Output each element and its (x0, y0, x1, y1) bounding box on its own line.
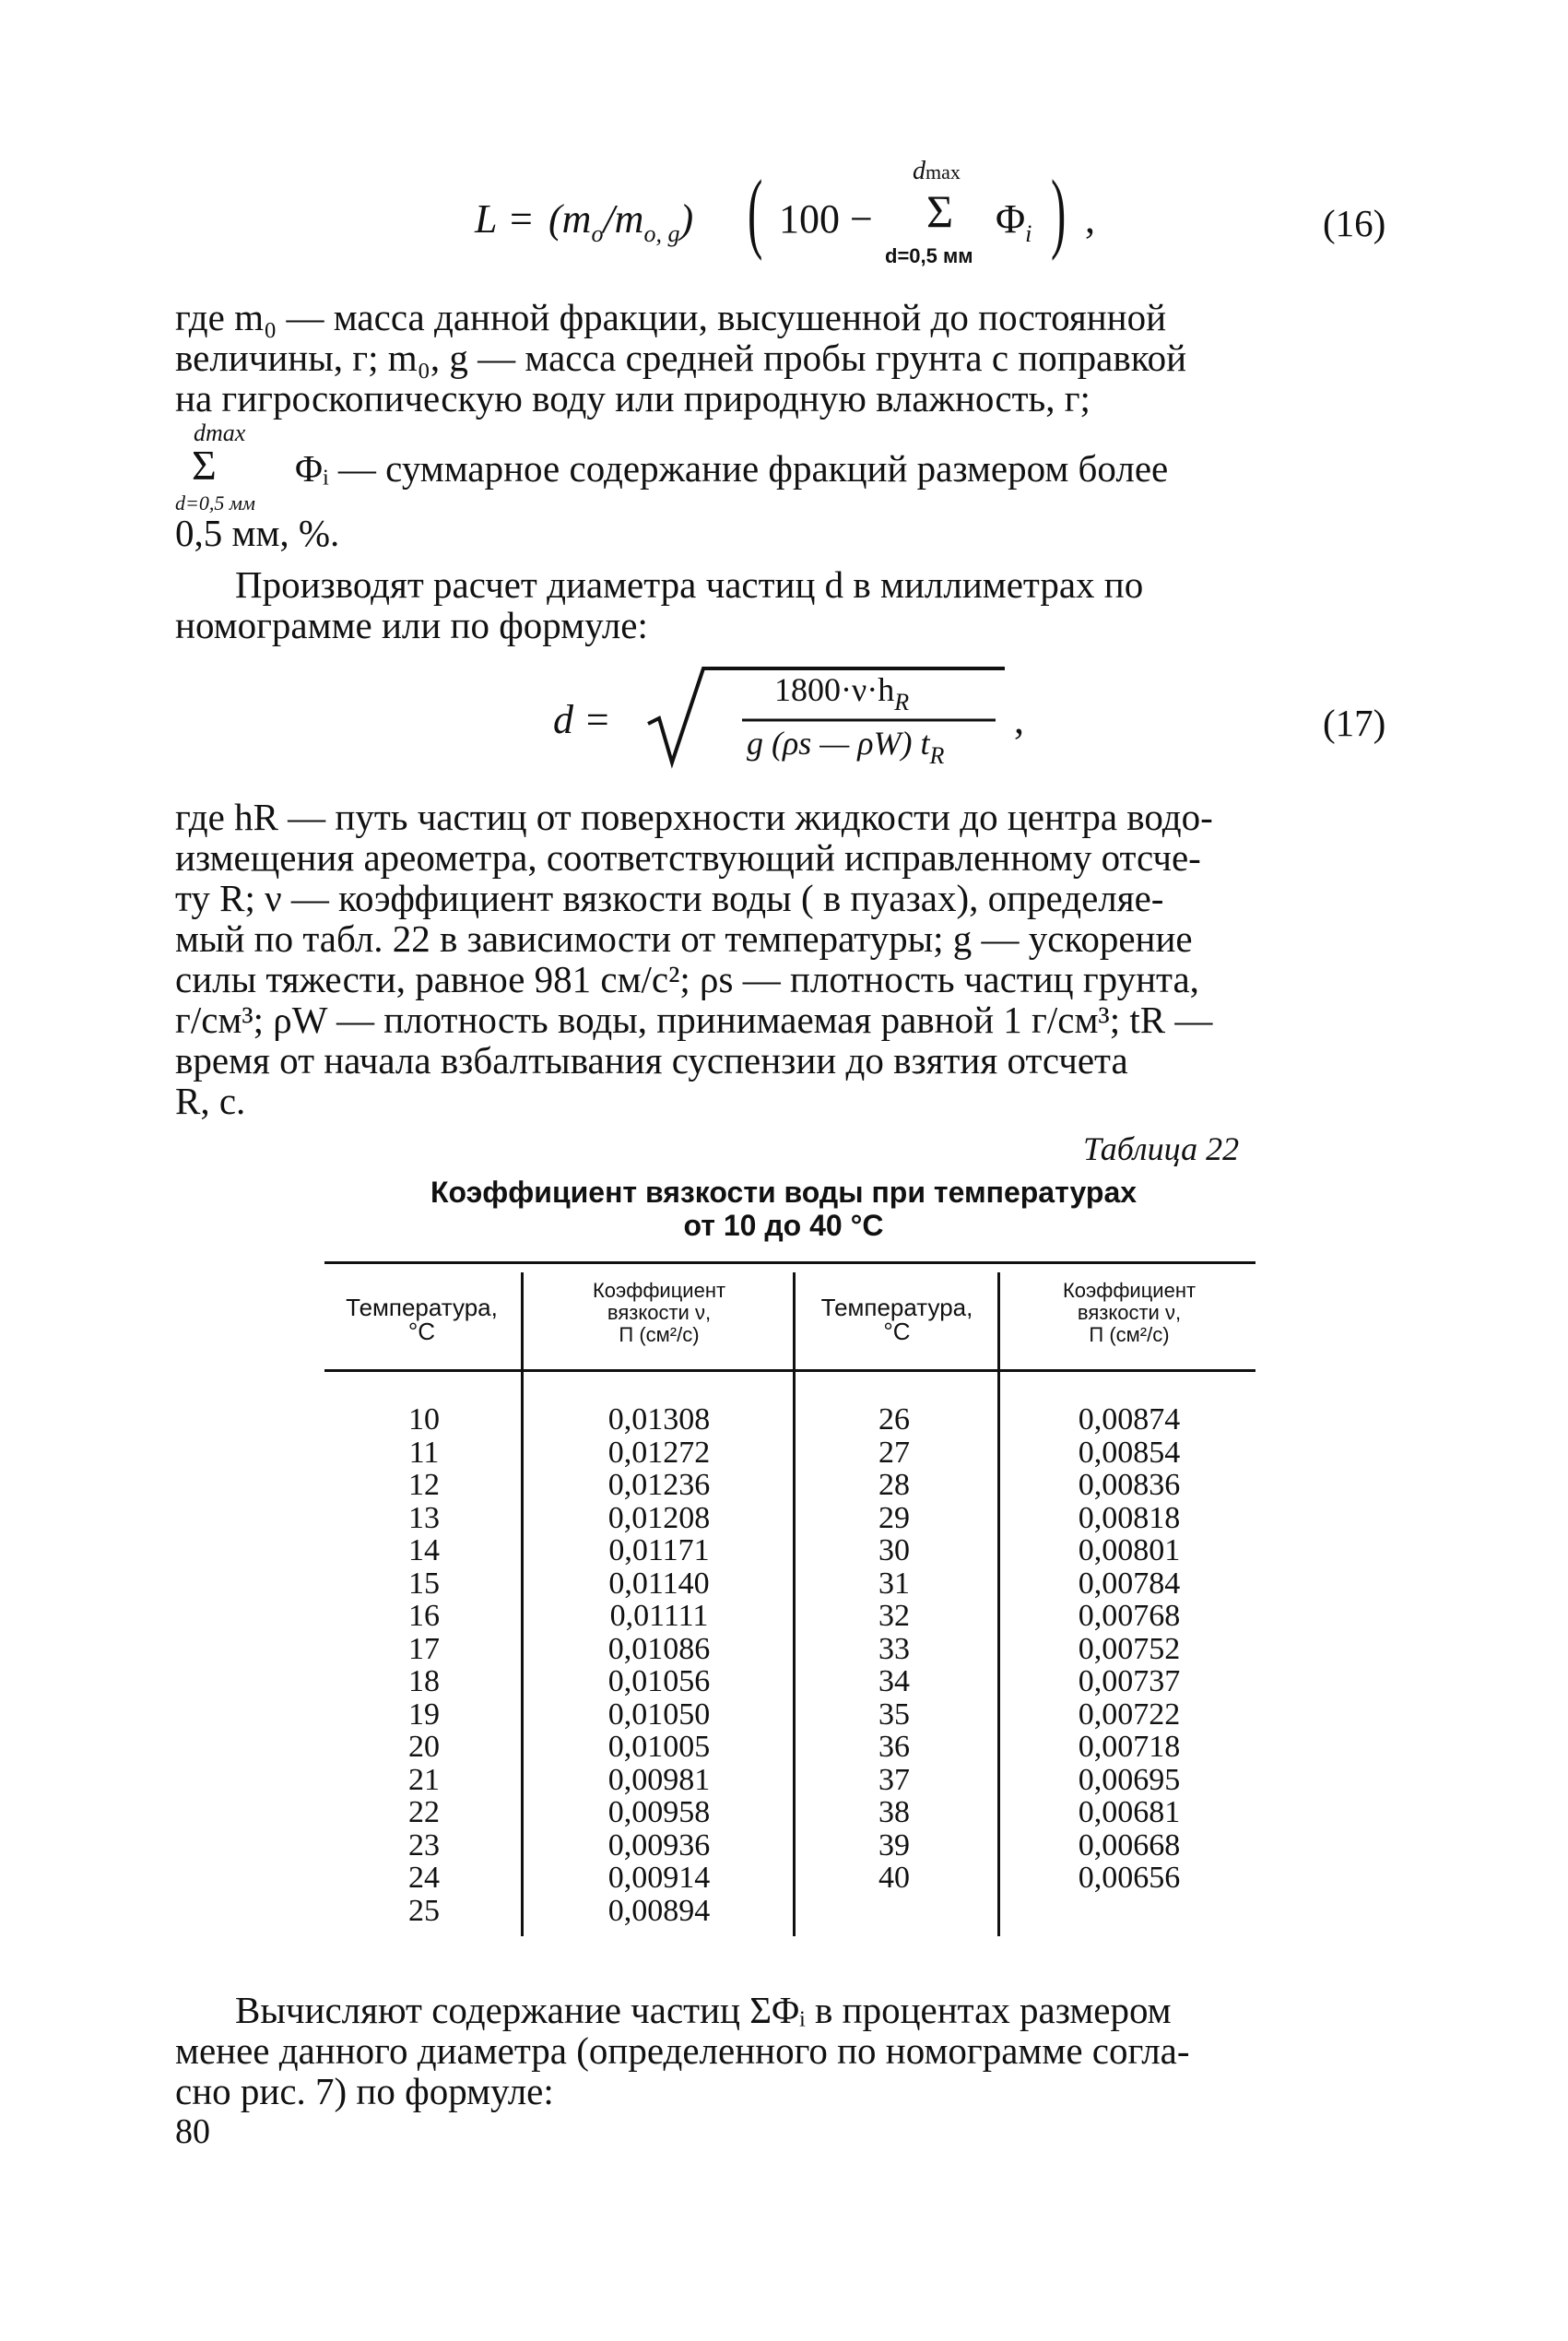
formula-16-sum-sign: Σ (926, 185, 954, 237)
formula-16-sum-upper: dmax (913, 157, 961, 185)
table-cell: 0,00737 (1078, 1664, 1181, 1698)
header-temperature-2 (800, 1295, 994, 1343)
paragraph-3-line-4: мый по табл. 22 в зависимости от температуры; g — ускорение (175, 917, 1193, 960)
formula-16-sum-lower: d=0,5 мм (885, 244, 973, 267)
table-cell: 0,00718 (1078, 1730, 1181, 1764)
table-cell: 0,00958 (607, 1795, 711, 1829)
table-cell: 0,00722 (1078, 1697, 1181, 1732)
table-cell: 0,01171 (608, 1533, 710, 1567)
table-cell: 27 (878, 1435, 910, 1470)
paragraph-1-sum-upper: dmax (194, 420, 246, 446)
paragraph-1-sum-lower: d=0,5 мм (175, 491, 255, 514)
paragraph-4 (175, 1990, 1401, 2111)
paragraph-2-line-1: Производят расчет диаметра частиц d в миллиметрах по (235, 563, 1144, 606)
formula-16-number: (16) (1323, 202, 1386, 244)
formula-17-comma: , (1014, 697, 1024, 742)
paragraph-2-line-2: номограмме или по формуле: (175, 604, 648, 646)
column-temperature-left (360, 1403, 489, 1927)
table-cell: 10 (408, 1402, 440, 1437)
table-cell: 35 (878, 1697, 910, 1732)
table-cell: 0,00681 (1078, 1795, 1181, 1829)
formula-16-ratio: $(m_o/m_{o, g})$ (548, 196, 694, 247)
table-cell: 0,00894 (607, 1893, 711, 1928)
paragraph-1-line-2: величины, г; m₀, g — масса средней пробы грунта с поправкой (175, 337, 1187, 379)
table-cell: 0,01111 (609, 1599, 709, 1633)
column-coefficient-left (567, 1403, 751, 1927)
table-cell: 0,00836 (1078, 1468, 1181, 1502)
paragraph-1-line-1: где m₀ — масса данной фракции, высушенной до постоянной (175, 296, 1167, 338)
header-coefficient-2-line-1: Коэффициент (1062, 1279, 1197, 1302)
header-coefficient-2-line-2: вязкости ν, (1077, 1301, 1182, 1324)
table-cell: 0,00768 (1078, 1599, 1181, 1633)
table-cell: 0,00914 (607, 1861, 711, 1895)
table-cell: 15 (408, 1566, 440, 1601)
table-cell: 22 (408, 1795, 440, 1829)
paragraph-3-line-8: R, с. (175, 1080, 246, 1122)
table-cell: 37 (878, 1762, 910, 1797)
formula-17-numerator: $1800\cdot\nu\cdot h_R$ (774, 671, 910, 715)
paragraph-3-line-1: где hR — путь частиц от поверхности жидкости до центра водо- (175, 796, 1213, 838)
header-coefficient-1-line-2: вязкости ν, (607, 1301, 712, 1324)
paragraph-1-sum-sign: Σ (192, 442, 217, 489)
header-temperature-1-line-2: °С (407, 1318, 436, 1345)
table-cell: 0,01236 (607, 1468, 711, 1502)
formula-16-comma: , (1085, 196, 1095, 242)
formula-17-denominator: g (ρs — ρW) $t_R$ (747, 725, 945, 769)
header-coefficient-1 (530, 1280, 788, 1346)
table-cell: 0,01086 (607, 1631, 711, 1666)
table-cell: 0,00936 (607, 1827, 711, 1862)
table-header-rule (324, 1369, 1256, 1372)
column-coefficient-right (1037, 1403, 1221, 1895)
table-cell: 14 (408, 1533, 440, 1567)
table-cell: 40 (878, 1861, 910, 1895)
paragraph-1-line-4: Φᵢ — суммарное содержание фракций размером более (295, 447, 1169, 490)
table-cell: 0,00854 (1078, 1435, 1181, 1470)
table-cell: 0,01005 (607, 1730, 711, 1764)
paragraph-1-line-5: 0,5 мм, %. (175, 512, 340, 554)
table-cell: 31 (878, 1566, 910, 1601)
table-cell: 20 (408, 1730, 440, 1764)
paragraph-4-line-2: менее данного диаметра (определенного по номограмме согла- (175, 2029, 1190, 2072)
table-cell: 0,00801 (1078, 1533, 1181, 1567)
header-temperature-2-line-2: °С (883, 1318, 911, 1345)
table-cell: 26 (878, 1402, 910, 1437)
paragraph-4-line-3: сно рис. 7) по формуле: (175, 2070, 554, 2112)
header-temperature-2-line-1: Температура, (820, 1294, 973, 1321)
table-cell: 0,01050 (607, 1697, 711, 1732)
formula-16-term: $\Phi_i$ (996, 196, 1032, 247)
table-cell: 19 (408, 1697, 440, 1732)
table-cell: 21 (408, 1762, 440, 1797)
table-cell: 29 (878, 1500, 910, 1535)
table-cell: 33 (878, 1631, 910, 1666)
table-divider-1 (521, 1272, 524, 1936)
header-coefficient-2-line-3: П (см²/с) (1089, 1323, 1170, 1346)
table-cell: 0,00784 (1078, 1566, 1181, 1601)
table-cell: 24 (408, 1861, 440, 1895)
table-cell: 16 (408, 1599, 440, 1633)
table-cell: 0,01140 (608, 1566, 710, 1601)
formula-16-equals: = (510, 196, 533, 242)
formula-16-left-paren: ( (748, 162, 763, 262)
formula-17-number: (17) (1323, 702, 1386, 744)
table-cell: 0,00818 (1078, 1500, 1181, 1535)
formula-17-lhs: d = (553, 697, 611, 742)
table-cell: 38 (878, 1795, 910, 1829)
table-title-line-1: Коэффициент вязкости воды при температурах (430, 1176, 1138, 1209)
table-cell: 0,01308 (607, 1402, 711, 1437)
table-cell: 0,01208 (607, 1500, 711, 1535)
paragraph-4-line-1: Вычисляют содержание частиц ΣΦᵢ в процентах размером (235, 1989, 1172, 2031)
formula-16-hundred: 100 − (779, 196, 873, 242)
table-label: Таблица 22 (1083, 1130, 1240, 1167)
header-temperature-1-line-1: Температура, (346, 1294, 498, 1321)
header-temperature-1 (327, 1295, 516, 1343)
table-cell: 18 (408, 1664, 440, 1698)
formula-16-right-paren: ) (1051, 162, 1067, 262)
table-cell: 0,00668 (1078, 1827, 1181, 1862)
paragraph-3-line-7: время от начала взбалтывания суспензии до взятия отсчета (175, 1039, 1128, 1082)
paragraph-3-line-2: измещения ареометра, соответствующий исправленному отсче- (175, 836, 1201, 879)
page-number: 80 (175, 2112, 210, 2151)
column-temperature-right (830, 1403, 959, 1895)
table-cell: 17 (408, 1631, 440, 1666)
paragraph-3-line-3: ту R; ν — коэффициент вязкости воды ( в пуазах), определяе- (175, 877, 1164, 919)
table-cell: 0,00874 (1078, 1402, 1181, 1437)
table-divider-2 (793, 1272, 796, 1936)
paragraph-3-line-5: силы тяжести, равное 981 см/с²; ρs — плотность частиц грунта, (175, 958, 1199, 1000)
table-cell: 23 (408, 1827, 440, 1862)
table-cell: 34 (878, 1664, 910, 1698)
table-cell: 39 (878, 1827, 910, 1862)
paragraph-1-line-3: на гигроскопическую воду или природную влажность, г; (175, 377, 1091, 420)
header-coefficient-1-line-1: Коэффициент (592, 1279, 726, 1302)
table-cell: 12 (408, 1468, 440, 1502)
header-coefficient-1-line-3: П (см²/с) (619, 1323, 700, 1346)
table-cell: 0,01056 (607, 1664, 711, 1698)
table-cell: 25 (408, 1893, 440, 1928)
table-cell: 0,00981 (607, 1762, 711, 1797)
paragraph-3-line-6: г/см³; ρW — плотность воды, принимаемая равной 1 г/см³; tR — (175, 999, 1213, 1041)
table-cell: 0,00752 (1078, 1631, 1181, 1666)
table-cell: 0,01272 (607, 1435, 711, 1470)
header-coefficient-2 (1005, 1280, 1254, 1346)
table-cell: 36 (878, 1730, 910, 1764)
table-cell: 30 (878, 1533, 910, 1567)
table-cell: 0,00695 (1078, 1762, 1181, 1797)
table-divider-3 (997, 1272, 1000, 1936)
table-top-rule (324, 1261, 1256, 1264)
formula-16-lhs: L (475, 196, 498, 242)
table-cell: 32 (878, 1599, 910, 1633)
table-cell: 11 (408, 1435, 440, 1470)
table-cell: 28 (878, 1468, 910, 1502)
table-cell: 13 (408, 1500, 440, 1535)
table-cell: 0,00656 (1078, 1861, 1181, 1895)
table-title-line-2: от 10 до 40 °С (683, 1209, 884, 1242)
